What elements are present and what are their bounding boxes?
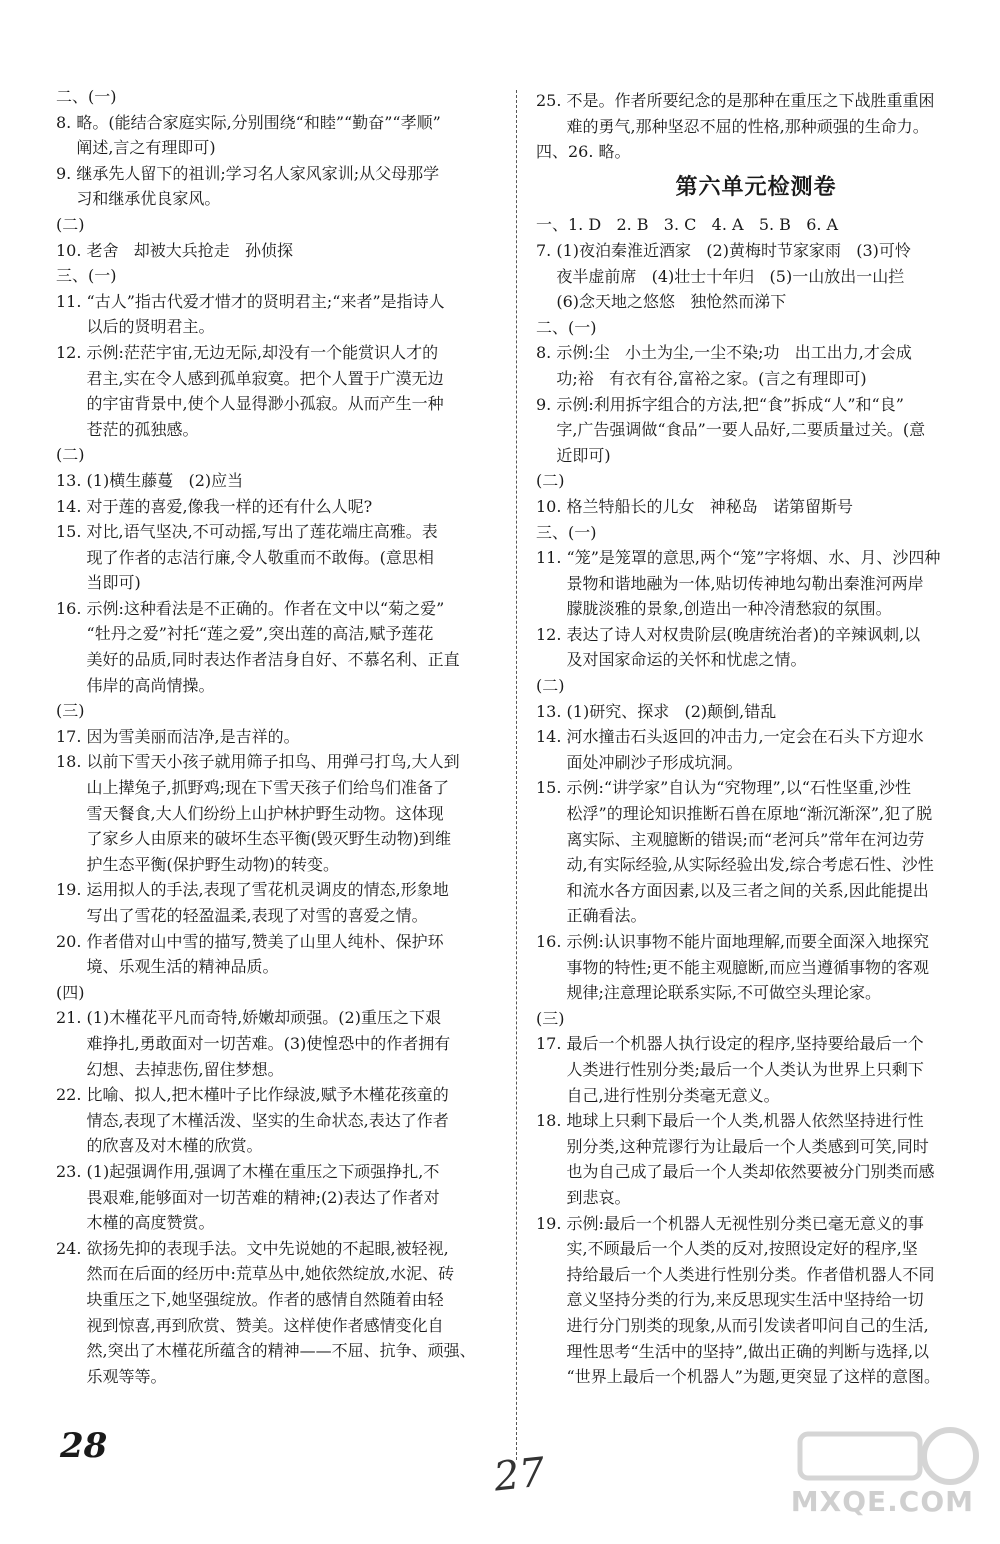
answer-line: 习和继承优良家风。 <box>56 189 221 209</box>
answer-line: 13. (1)研究、探求 (2)颠倒,错乱 <box>536 701 777 721</box>
answer-line: 事物的特性;更不能主观臆断,而应当遵循事物的客观 <box>536 957 929 977</box>
answer-line: 14. 对于莲的喜爱,像我一样的还有什么人呢? <box>56 496 373 516</box>
answer-line: 面处冲刷沙子形成坑洞。 <box>536 752 743 772</box>
answer-line: 16. 示例:这种看法是不正确的。作者在文中以“菊之爱” <box>56 598 445 618</box>
answer-line: (二) <box>536 676 565 696</box>
answer-line: 理性思考“生活中的坚持”,做出正确的判断与选择,以 <box>536 1341 930 1361</box>
answer-line: 意义坚持分类的行为,来反思现实生活中坚持给一切 <box>536 1290 924 1310</box>
right-answer-column <box>536 88 976 1390</box>
answer-line: 13. (1)横生藤蔓 (2)应当 <box>56 470 244 490</box>
answer-line: (三) <box>56 701 85 721</box>
answer-line: 自己,进行性别分类毫无意义。 <box>536 1085 780 1105</box>
answer-line: 16. 示例:认识事物不能片面地理解,而要全面深入地探究 <box>536 932 930 951</box>
answer-line: (三) <box>536 1008 565 1028</box>
answer-line: 幻想、去掉悲伤,留住梦想。 <box>56 1059 284 1079</box>
answer-line: 以后的贤明君主。 <box>56 317 215 337</box>
watermark-logo <box>780 1416 980 1526</box>
answer-line: 19. 示例:最后一个机器人无视性别分类已毫无意义的事 <box>536 1213 924 1233</box>
answer-line: 美好的品质,同时表达作者洁身自好、不慕名利、正直 <box>56 650 460 670</box>
answer-line: 也为自己成了最后一个人类却依然要被分门别类而感 <box>536 1162 935 1182</box>
answer-line: 9. 继承先人留下的祖训;学习名人家风家训;从父母那学 <box>56 163 440 183</box>
answer-line: 二、(一) <box>56 87 117 106</box>
answer-line: 情态,表现了木槿活泼、坚实的生命状态,表达了作者 <box>56 1110 449 1130</box>
answer-line: 现了作者的志洁行廉,令人敬重而不敢侮。(意思相 <box>56 547 434 567</box>
answer-line: 阐述,言之有理即可) <box>56 138 216 158</box>
answer-line: 19. 运用拟人的手法,表现了雪花机灵调皮的情态,形象地 <box>56 880 449 900</box>
answer-line: 7. (1)夜泊秦淮近酒家 (2)黄梅时节家家雨 (3)可怜 <box>536 240 911 260</box>
answer-line: 持给最后一个人类进行性别分类。作者借机器人不同 <box>536 1264 935 1284</box>
answer-line: 畏艰难,能够面对一切苦难的精神;(2)表达了作者对 <box>56 1187 440 1207</box>
answer-line: 然,突出了木槿花所蕴含的精神——不屈、抗争、顽强、 <box>56 1341 476 1361</box>
answer-line: 离实际、主观臆断的错误;而“老河兵”常年在河边劳 <box>536 829 925 849</box>
answer-line: 夜半虚前席 (4)壮士十年归 (5)一山放出一山拦 <box>536 266 905 286</box>
answer-line: 和流水各方面因素,以及三者之间的关系,因此能提出 <box>536 880 929 900</box>
answer-line: 的欣喜及对木槿的欣赏。 <box>56 1136 263 1156</box>
answer-line: 及对国家命运的关怀和忧虑之情。 <box>536 650 807 670</box>
answer-line: 苍茫的孤独感。 <box>56 419 199 439</box>
answer-line: (二) <box>56 445 85 465</box>
watermark-emblem-icon <box>780 1416 980 1496</box>
answer-line: 了家乡人由原来的破坏生态平衡(毁灭野生动物)到维 <box>56 829 452 849</box>
answer-line: 20. 作者借对山中雪的描写,赞美了山里人纯朴、保护环 <box>56 931 444 951</box>
answer-line: 四、26. 略。 <box>536 142 631 162</box>
answer-line: 近即可) <box>536 445 611 465</box>
answer-line: 到悲哀。 <box>536 1187 631 1207</box>
watermark-text: MXQE.COM <box>790 1485 974 1518</box>
answer-line: “世界上最后一个机器人”为题,更突显了这样的意图。 <box>536 1367 940 1387</box>
right-bottom-answers <box>536 212 976 1389</box>
answer-line: 8. 示例:尘 小土为尘,一尘不染;功 出工出力,才会成 <box>536 343 912 363</box>
left-answer-column <box>56 84 496 1389</box>
answer-line: 进行分门别类的现象,从而引发读者叩问自己的生活, <box>536 1315 929 1335</box>
right-top-answers <box>536 88 976 165</box>
answer-line: 10. 老舍 却被大兵抢走 孙侦探 <box>56 240 294 260</box>
answer-line: 当即可) <box>56 573 141 593</box>
answer-line: 10. 格兰特船长的儿女 神秘岛 诺第留斯号 <box>536 496 854 516</box>
answer-line: 块重压之下,她坚强绽放。作者的感情自然随着由轻 <box>56 1289 444 1309</box>
section-title: 第六单元检测卷 <box>675 174 837 200</box>
answer-line: 24. 欲扬先抑的表现手法。文中先说她的不起眼,被轻视, <box>56 1238 449 1258</box>
answer-line: (二) <box>56 214 85 234</box>
answer-line: 18. 地球上只剩下最后一个人类,机器人依然坚持进行性 <box>536 1111 924 1131</box>
answer-line: 15. 示例:“讲学家”自认为“究物理”,以“石性坚重,沙性 <box>536 778 911 798</box>
handwritten-page-number: 27 <box>491 1449 548 1501</box>
page-number: 28 <box>60 1426 108 1466</box>
answer-line: 功;裕 有衣有谷,富裕之家。(言之有理即可) <box>536 368 867 388</box>
answer-line: 松浮”的理论知识推断石兽在原地“渐沉渐深”,犯了脱 <box>536 804 933 824</box>
answer-line: 然而在后面的经历中:荒草丛中,她依然绽放,水泥、砖 <box>56 1264 455 1284</box>
answer-line: 人类进行性别分类;最后一个人类认为世界上只剩下 <box>536 1059 924 1079</box>
answer-line: 君主,实在令人感到孤单寂寞。把个人置于广漠无边 <box>56 368 444 388</box>
answer-line: 9. 示例:利用拆字组合的方法,把“食”拆成“人”和“良” <box>536 394 904 414</box>
answer-line: 25. 不是。作者所要纪念的是那种在重压之下战胜重重困 <box>536 91 935 110</box>
answer-line: 动,有实际经验,从实际经验出发,综合考虑石性、沙性 <box>536 855 934 875</box>
answer-line: 实,不顾最后一个人类的反对,按照设定好的程序,坚 <box>536 1239 918 1259</box>
answer-line: (四) <box>56 982 85 1002</box>
answer-line: 乐观等等。 <box>56 1366 167 1386</box>
answer-line: “牡丹之爱”衬托“莲之爱”,突出莲的高洁,赋予莲花 <box>56 624 434 644</box>
answer-line: 难挣扎,勇敢面对一切苦难。(3)使惶恐中的作者拥有 <box>56 1033 451 1053</box>
answer-line: 别分类,这种荒谬行为让最后一个人类感到可笑,同时 <box>536 1136 929 1156</box>
answer-line: 21. (1)木槿花平凡而奇特,娇嫩却顽强。(2)重压之下艰 <box>56 1008 441 1028</box>
answer-line: 17. 因为雪美丽而洁净,是吉祥的。 <box>56 726 300 746</box>
answer-line: 景物和谐地融为一体,贴切传神地勾勒出秦淮河两岸 <box>536 573 924 593</box>
answer-line: (6)念天地之悠悠 独怆然而涕下 <box>536 292 787 312</box>
answer-line: 18. 以前下雪天小孩子就用筛子扣鸟、用弹弓打鸟,大人到 <box>56 752 460 772</box>
answer-line: 11. “笼”是笼罩的意思,两个“笼”字将烟、水、月、沙四种 <box>536 548 941 568</box>
answer-line: 22. 比喻、拟人,把木槿叶子比作绿波,赋予木槿花孩童的 <box>56 1085 449 1105</box>
answer-line: 14. 河水撞击石头返回的冲击力,一定会在石头下方迎水 <box>536 727 924 747</box>
answer-line: 伟岸的高尚情操。 <box>56 675 215 695</box>
answer-line: 朦胧淡雅的景象,创造出一种冷清愁寂的氛围。 <box>536 599 892 619</box>
answer-line: 正确看法。 <box>536 906 647 926</box>
answer-line: 12. 示例:茫茫宇宙,无边无际,却没有一个能赏识人才的 <box>56 342 439 362</box>
answer-line: 规律;注意理论联系实际,不可做空头理论家。 <box>536 983 881 1003</box>
answer-line: 护生态平衡(保护野生动物)的转变。 <box>56 854 340 874</box>
answer-line: 字,广告强调做“食品”一要人品好,二要质量过关。(意 <box>536 420 926 440</box>
answer-line: 8. 略。(能结合家庭实际,分别围绕“和睦”“勤奋”“孝顺” <box>56 112 441 132</box>
answer-line: 23. (1)起强调作用,强调了木槿在重压之下顽强挣扎,不 <box>56 1161 440 1181</box>
answer-line: 二、(一) <box>536 317 597 337</box>
answer-line: 三、(一) <box>536 522 597 542</box>
answer-line: 难的勇气,那种坚忍不屈的性格,那种顽强的生命力。 <box>536 116 929 136</box>
answer-line: 雪天餐食,大人们纷纷上山护林护野生动物。这体现 <box>56 803 444 823</box>
answer-line: 写出了雪花的轻盈温柔,表现了对雪的喜爱之情。 <box>56 906 428 925</box>
answer-line: 12. 表达了诗人对权贵阶层(晚唐统治者)的辛辣讽刺,以 <box>536 624 921 644</box>
answer-line: 17. 最后一个机器人执行设定的程序,坚持要给最后一个 <box>536 1034 924 1054</box>
answer-line: 境、乐观生活的精神品质。 <box>56 957 279 977</box>
answer-line: 木槿的高度赞赏。 <box>56 1213 215 1233</box>
answer-line: 一、1. D 2. B 3. C 4. A 5. B 6. A <box>536 215 839 235</box>
answer-line: 视到惊喜,再到欣赏、赞美。这样使作者感情变化自 <box>56 1315 444 1335</box>
answer-line: 三、(一) <box>56 266 117 286</box>
answer-line: (二) <box>536 471 565 491</box>
answer-line: 山上撵兔子,抓野鸡;现在下雪天孩子们给鸟们准备了 <box>56 778 449 798</box>
answer-line: 11. “古人”指古代爱才惜才的贤明君主;“来者”是指诗人 <box>56 291 445 311</box>
column-divider <box>516 90 517 1460</box>
answer-line: 的宇宙背景中,使个人显得渺小孤寂。从而产生一种 <box>56 394 444 414</box>
answer-line: 15. 对比,语气坚决,不可动摇,写出了莲花端庄高雅。表 <box>56 522 438 542</box>
